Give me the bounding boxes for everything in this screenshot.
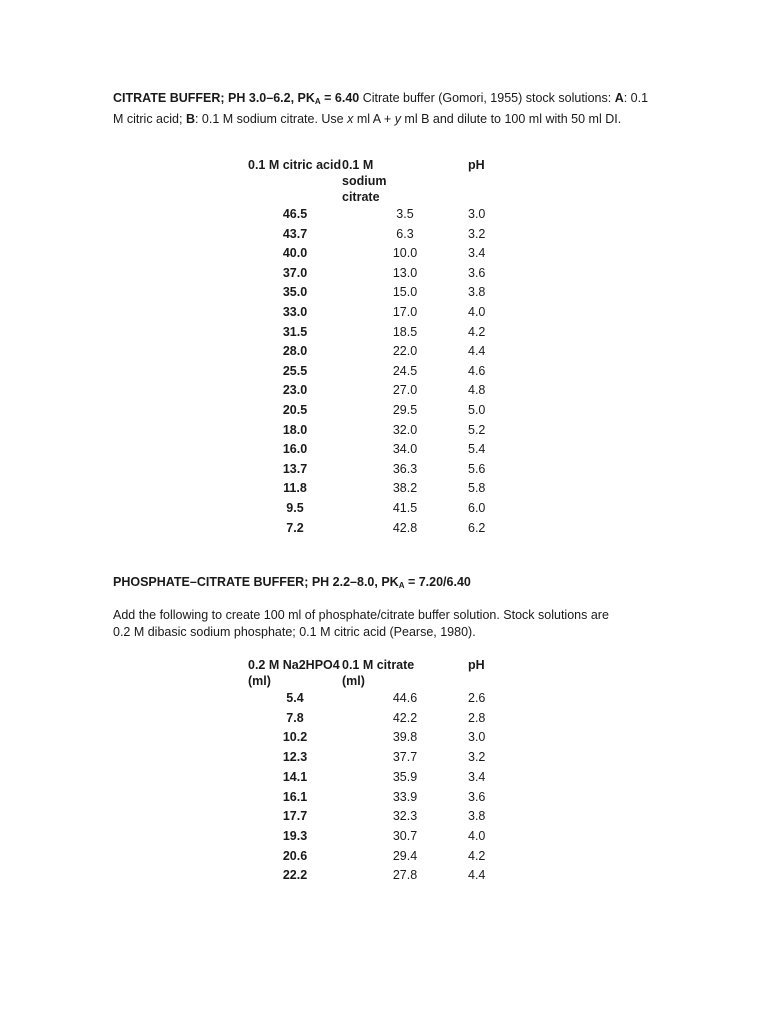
table-row bbox=[248, 479, 508, 499]
table-row bbox=[248, 499, 508, 519]
citrate-heading: CITRATE BUFFER; PH 3.0–6.2, $PK_A = 6.40$ bbox=[113, 91, 360, 106]
table-row bbox=[248, 381, 508, 401]
cell-volume-b: 32.3 bbox=[392, 809, 418, 824]
column-header: 0.1 M citric acid bbox=[248, 158, 342, 172]
cell-volume-a: 33.0 bbox=[282, 304, 308, 319]
cell-volume-a: 5.4 bbox=[286, 691, 304, 705]
table-row bbox=[248, 421, 508, 441]
cell-volume-a: 25.5 bbox=[282, 363, 308, 378]
cell-volume-a: 11.8 bbox=[283, 481, 307, 496]
cell-volume-b: 6.3 bbox=[396, 226, 414, 241]
cell-volume-b: 24.5 bbox=[392, 363, 418, 378]
table-row bbox=[248, 827, 508, 847]
cell-volume-a: 9.5 bbox=[286, 500, 304, 515]
cell-ph: 4.4 bbox=[468, 344, 486, 359]
cell-volume-b: 35.9 bbox=[392, 769, 418, 784]
table-row bbox=[248, 519, 508, 539]
table-row bbox=[248, 244, 508, 264]
table-row bbox=[248, 460, 508, 480]
table-row bbox=[248, 303, 508, 323]
cell-volume-a: 19.3 bbox=[282, 828, 308, 843]
cell-volume-a: 13.7 bbox=[282, 461, 308, 476]
cell-volume-b: 29.4 bbox=[392, 848, 418, 863]
cell-volume-b: 33.9 bbox=[392, 789, 418, 804]
cell-ph: 4.0 bbox=[468, 828, 486, 843]
cell-volume-a: 12.3 bbox=[282, 750, 308, 765]
cell-volume-b: 13.0 bbox=[392, 265, 418, 280]
cell-volume-b: 42.2 bbox=[392, 710, 418, 725]
phosphate-intro-line-1: Add the following to create 100 ml of phosphate/citrate buffer solution. Stock solutions are bbox=[113, 608, 609, 622]
cell-volume-a: 23.0 bbox=[282, 383, 308, 398]
cell-volume-a: 46.5 bbox=[282, 207, 308, 221]
cell-ph: 3.6 bbox=[468, 789, 486, 804]
cell-volume-a: 16.0 bbox=[282, 442, 308, 457]
citrate-table-body bbox=[248, 205, 508, 538]
citrate-intro-text-2: : 0.1 M citric acid; bbox=[113, 91, 649, 126]
cell-volume-b: 10.0 bbox=[392, 246, 418, 261]
cell-ph: 6.0 bbox=[468, 500, 486, 515]
table-row bbox=[248, 283, 508, 303]
table-row bbox=[248, 264, 508, 284]
column-header: 0.1 M sodium citrate bbox=[342, 158, 387, 204]
citrate-intro-text-1: Citrate buffer (Gomori, 1955) stock solutions: bbox=[359, 91, 615, 105]
stock-label-b: B bbox=[185, 111, 195, 126]
cell-volume-a: 17.7 bbox=[282, 809, 308, 824]
column-header: pH bbox=[468, 158, 485, 172]
cell-ph: 4.0 bbox=[468, 304, 486, 319]
table-header-row bbox=[248, 657, 508, 689]
cell-volume-b: 17.0 bbox=[392, 304, 418, 319]
cell-volume-b: 39.8 bbox=[392, 730, 418, 745]
cell-ph: 3.2 bbox=[468, 226, 486, 241]
citrate-intro-text-5: ml B and dilute to 100 ml with 50 ml DI. bbox=[400, 111, 622, 126]
cell-ph: 3.4 bbox=[468, 246, 486, 261]
cell-volume-b: 15.0 bbox=[392, 285, 418, 300]
cell-ph: 5.8 bbox=[468, 481, 486, 496]
cell-ph: 3.8 bbox=[468, 285, 486, 300]
cell-volume-a: 37.0 bbox=[282, 265, 308, 280]
cell-ph: 3.6 bbox=[468, 265, 486, 280]
cell-ph: 2.6 bbox=[468, 691, 486, 705]
cell-volume-a: 7.8 bbox=[286, 710, 304, 725]
cell-volume-a: 18.0 bbox=[282, 422, 308, 437]
cell-ph: 4.2 bbox=[468, 324, 486, 339]
citrate-intro-text-3: : 0.1 M sodium citrate. Use bbox=[194, 111, 348, 126]
cell-ph: 5.2 bbox=[468, 422, 486, 437]
cell-volume-a: 43.7 bbox=[282, 226, 308, 241]
phosphate-intro-paragraph bbox=[113, 607, 643, 640]
cell-ph: 5.4 bbox=[468, 442, 486, 457]
cell-ph: 3.4 bbox=[468, 769, 486, 784]
table-row bbox=[248, 689, 508, 709]
cell-volume-b: 18.5 bbox=[392, 324, 418, 339]
table-row bbox=[248, 807, 508, 827]
cell-ph: 5.0 bbox=[468, 402, 486, 417]
cell-volume-a: 40.0 bbox=[282, 246, 308, 261]
cell-volume-b: 34.0 bbox=[392, 442, 418, 457]
table-row bbox=[248, 362, 508, 382]
citrate-intro-paragraph bbox=[113, 90, 653, 127]
citrate-intro-text-4: ml A + bbox=[353, 111, 395, 126]
cell-ph: 3.0 bbox=[468, 207, 486, 221]
table-row bbox=[248, 205, 508, 225]
cell-volume-a: 10.2 bbox=[282, 730, 308, 745]
column-header: 0.1 M citrate (ml) bbox=[342, 658, 415, 688]
table-row bbox=[248, 728, 508, 748]
cell-volume-b: 32.0 bbox=[392, 422, 418, 437]
cell-volume-b: 37.7 bbox=[392, 750, 418, 765]
table-row bbox=[248, 225, 508, 245]
cell-ph: 3.8 bbox=[468, 809, 486, 824]
cell-volume-a: 35.0 bbox=[282, 285, 308, 300]
var-x: x bbox=[347, 111, 354, 126]
table-row bbox=[248, 440, 508, 460]
table-row bbox=[248, 847, 508, 867]
cell-volume-a: 31.5 bbox=[282, 324, 308, 339]
cell-volume-b: 38.2 bbox=[392, 481, 418, 496]
phosphate-citrate-table bbox=[248, 657, 508, 886]
table-row bbox=[248, 748, 508, 768]
cell-ph: 4.8 bbox=[468, 383, 486, 398]
column-header: pH bbox=[468, 658, 485, 672]
var-y: y bbox=[394, 111, 401, 126]
table-row bbox=[248, 342, 508, 362]
cell-volume-b: 22.0 bbox=[392, 344, 418, 359]
cell-volume-b: 27.0 bbox=[392, 383, 418, 398]
phosphate-heading: PHOSPHATE–CITRATE BUFFER; PH 2.2–8.0, $PK_A = 7.20/6.40$ bbox=[113, 575, 471, 590]
cell-ph: 2.8 bbox=[468, 710, 486, 725]
citrate-buffer-table bbox=[248, 157, 508, 538]
cell-volume-a: 14.1 bbox=[282, 769, 308, 784]
table-header-row bbox=[248, 157, 508, 205]
cell-volume-a: 7.2 bbox=[286, 520, 304, 535]
cell-volume-b: 42.8 bbox=[392, 520, 418, 535]
cell-volume-b: 29.5 bbox=[392, 402, 418, 417]
table-row bbox=[248, 768, 508, 788]
table-row bbox=[248, 323, 508, 343]
cell-volume-b: 44.6 bbox=[392, 691, 418, 705]
cell-ph: 6.2 bbox=[468, 520, 486, 535]
cell-volume-a: 16.1 bbox=[282, 789, 308, 804]
cell-volume-a: 20.6 bbox=[282, 848, 308, 863]
column-header: 0.2 M Na2HPO4 (ml) bbox=[248, 658, 340, 688]
table-row bbox=[248, 788, 508, 808]
cell-volume-a: 28.0 bbox=[282, 344, 308, 359]
cell-ph: 5.6 bbox=[468, 461, 486, 476]
cell-ph: 4.2 bbox=[468, 848, 486, 863]
table-row bbox=[248, 709, 508, 729]
stock-label-a: A bbox=[614, 91, 624, 105]
table-row bbox=[248, 401, 508, 421]
phosphate-intro-line-2: 0.2 M dibasic sodium phosphate; 0.1 M citric acid (Pearse, 1980). bbox=[113, 624, 476, 639]
cell-ph: 3.2 bbox=[468, 750, 486, 765]
cell-volume-b: 27.8 bbox=[392, 868, 418, 883]
cell-volume-a: 22.2 bbox=[282, 868, 308, 883]
cell-volume-b: 36.3 bbox=[392, 461, 418, 476]
cell-ph: 4.4 bbox=[468, 868, 486, 883]
cell-volume-b: 3.5 bbox=[396, 207, 414, 221]
cell-ph: 3.0 bbox=[468, 730, 486, 745]
phosphate-table-body bbox=[248, 689, 508, 886]
cell-ph: 4.6 bbox=[468, 363, 486, 378]
cell-volume-b: 41.5 bbox=[392, 500, 418, 515]
cell-volume-b: 30.7 bbox=[392, 828, 418, 843]
table-row bbox=[248, 866, 508, 886]
cell-volume-a: 20.5 bbox=[282, 402, 308, 417]
